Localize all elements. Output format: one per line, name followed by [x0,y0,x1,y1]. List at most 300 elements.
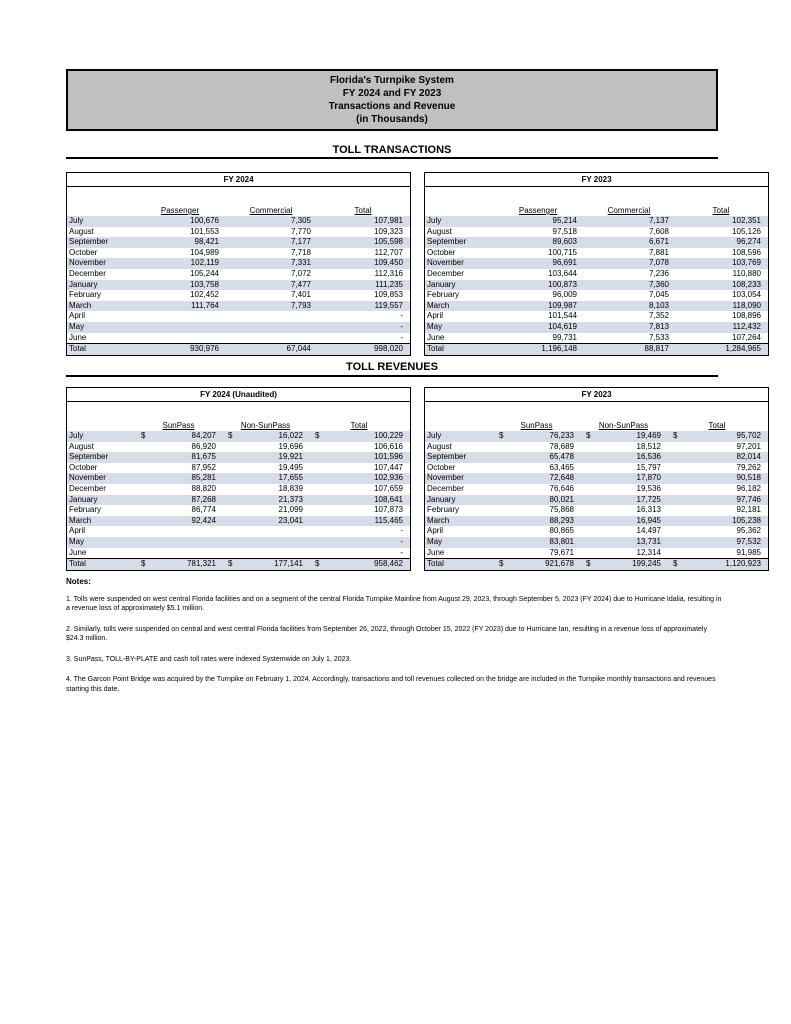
table-title: FY 2024 [67,173,410,187]
value-cell: 17,655 [278,473,303,483]
table-row [67,463,410,474]
value-cell: 112,316 [374,268,403,278]
value-cell: 14,497 [636,526,661,536]
value-cell: 118,090 [732,300,761,310]
month-label: February [69,505,102,515]
month-label: November [69,258,106,268]
value-cell: 7,770 [290,226,311,236]
month-label: November [427,473,464,483]
value-cell: 108,596 [732,247,761,257]
value-cell [135,322,225,333]
month-label: October [427,247,456,257]
value-cell: 109,323 [374,226,403,236]
value-cell: 23,041 [278,515,303,525]
month-label: August [427,441,452,451]
value-cell [222,431,309,442]
value-cell: 107,447 [374,462,403,472]
total-label: Total [427,344,444,354]
column-header: Passenger [160,206,200,215]
value-cell: 7,608 [648,226,669,236]
dollar-sign: $ [586,431,591,440]
table-row [67,227,410,238]
table-title: FY 2024 (Unaudited) [67,388,410,402]
month-label: October [427,462,456,472]
month-label: May [427,321,443,331]
month-label: April [427,526,444,536]
month-label: April [427,311,444,321]
note-4: 4. The Garcon Point Bridge was acquired by the Turnpike on February 1, 2024. Accordingly, transactions and toll revenues collected on the bridge are included in the Turnpike monthly transactions and revenues starting this date. [66,676,716,693]
value-cell: 17,725 [636,494,661,504]
value-cell [222,548,309,559]
column-header: Commercial [607,206,651,215]
month-label: August [427,226,452,236]
value-cell: 7,793 [290,300,311,310]
month-label: May [427,536,443,546]
month-label: October [69,247,98,257]
value-cell: 7,477 [290,279,311,289]
value-cell: - [400,547,403,557]
value-cell [222,526,309,537]
value-cell: 75,868 [549,505,574,515]
value-cell: 7,881 [648,247,669,257]
value-cell: 7,072 [290,268,311,278]
column-header-row [425,205,768,216]
value-cell: 78,689 [549,441,574,451]
table-row [425,322,768,333]
value-cell: 82,014 [736,452,761,462]
table-row [425,333,768,344]
transactions-section-title: TOLL TRANSACTIONS [332,144,452,156]
value-cell: 72,648 [549,473,574,483]
value-cell: 96,691 [552,258,577,268]
value-cell [225,322,317,333]
month-label: September [69,237,109,247]
value-cell [135,537,222,548]
value-cell [667,431,767,442]
value-cell: 88,293 [549,515,574,525]
value-cell: 100,715 [548,247,577,257]
month-label: November [427,258,464,268]
total-row [425,343,768,355]
table-row [425,495,768,506]
value-cell: 107,264 [732,332,761,342]
column-header: Total [712,206,730,215]
table-row [425,290,768,301]
value-cell: 16,536 [636,452,661,462]
table-row [67,269,410,280]
value-cell: 90,518 [736,473,761,483]
value-cell: - [400,321,403,331]
value-cell: 103,758 [190,279,219,289]
value-cell: 103,769 [732,258,761,268]
section-divider [66,157,718,159]
value-text: 781,321 [187,559,216,569]
month-label: June [427,547,445,557]
header-line-4: (in Thousands) [356,114,428,125]
value-text: 1,120,923 [725,559,761,569]
value-cell: 7,236 [648,268,669,278]
month-label: April [69,311,86,321]
value-cell: 65,478 [549,452,574,462]
table-row [425,537,768,548]
value-cell: 16,945 [636,515,661,525]
report-header [66,69,718,131]
value-cell: 100,676 [190,216,219,225]
dollar-sign: $ [586,559,591,569]
table-row [67,301,410,312]
value-cell: 7,305 [290,216,311,225]
value-cell [309,559,409,570]
dollar-sign: $ [499,431,504,440]
total-row [425,558,768,570]
total-label: Total [427,559,444,569]
revenues-fy2024-table [66,387,411,571]
total-label: Total [69,344,86,354]
month-label: January [69,494,98,504]
table-title: FY 2023 [425,388,768,402]
month-label: December [427,483,464,493]
value-cell: 102,936 [374,473,403,483]
value-cell: 107,659 [374,483,403,493]
month-label: March [69,300,92,310]
revenues-section-title: TOLL REVENUES [346,361,438,373]
column-header: Passenger [518,206,558,215]
dollar-sign: $ [673,559,678,569]
value-cell: 8,103 [648,300,669,310]
month-label: July [69,216,84,225]
value-cell [135,526,222,537]
value-cell: 16,313 [636,505,661,515]
table-row [425,463,768,474]
table-row [67,516,410,527]
value-cell [580,431,667,442]
month-label: September [427,452,467,462]
value-cell: 19,495 [278,462,303,472]
value-cell: 7,533 [648,332,669,342]
value-cell: 76,646 [549,483,574,493]
column-header: Total [350,421,368,430]
table-row [67,248,410,259]
value-cell [222,537,309,548]
value-cell [225,311,317,322]
month-label: November [69,473,106,483]
value-cell: 92,181 [736,505,761,515]
value-cell: 19,536 [636,483,661,493]
value-cell: 105,126 [732,226,761,236]
table-row [67,280,410,291]
value-cell: 88,817 [644,344,669,354]
value-cell [493,559,580,570]
column-header: SunPass [520,421,553,430]
month-label: April [69,526,86,536]
value-cell: 107,981 [374,216,403,225]
value-cell: 86,920 [191,441,216,451]
header-line-1: Florida's Turnpike System [330,75,454,86]
month-label: June [69,547,87,557]
value-cell: 17,870 [636,473,661,483]
value-cell: - [400,332,403,342]
table-row [67,548,410,559]
total-row [67,343,410,355]
value-cell: 102,452 [190,290,219,300]
value-cell: 7,813 [648,321,669,331]
value-text: 76,233 [549,431,574,440]
table-row [67,431,410,442]
value-cell: 6,671 [648,237,669,247]
value-cell: 104,619 [548,321,577,331]
value-cell: - [400,536,403,546]
value-cell: 21,373 [278,494,303,504]
month-label: June [69,332,87,342]
value-cell: 81,675 [191,452,216,462]
value-cell: 102,119 [190,258,219,268]
value-cell: 7,360 [648,279,669,289]
value-cell: 87,268 [191,494,216,504]
note-1: 1. Tolls were suspended on west central Florida facilities and on a segment of the central Florida Turnpike Mainline from August 29, 2023, through September 5, 2023 (FY 2024) due to Hurricane Idalia, resulting in a revenue loss of approximately $5.1 million. [66,595,722,612]
month-label: September [69,452,109,462]
value-cell: 108,233 [732,279,761,289]
month-label: March [427,300,450,310]
column-header: Non-SunPass [598,421,649,430]
value-cell: 105,598 [374,237,403,247]
value-text: 199,245 [632,559,661,569]
value-cell: 105,244 [190,268,219,278]
notes-heading: Notes: [66,577,91,586]
month-label: July [427,431,442,440]
header-blank [67,420,135,431]
month-label: January [69,279,98,289]
table-row [425,442,768,453]
value-cell: 108,896 [732,311,761,321]
value-text: 16,022 [278,431,303,440]
revenues-fy2023-table [424,387,769,571]
value-text: 921,678 [545,559,574,569]
column-header-row [67,205,410,216]
value-cell [135,431,222,442]
value-text: 177,141 [274,559,303,569]
header-blank [425,205,493,216]
dollar-sign: $ [315,431,320,440]
table-row [425,269,768,280]
value-cell: 95,362 [736,526,761,536]
table-row [425,505,768,516]
month-label: May [69,321,85,331]
value-cell: 109,987 [548,300,577,310]
value-cell: 98,421 [194,237,219,247]
section-divider [66,375,718,377]
value-cell: 103,644 [548,268,577,278]
value-cell: 112,707 [374,247,403,257]
value-text: 19,469 [636,431,661,440]
value-cell: 80,021 [549,494,574,504]
value-text: 84,207 [191,431,216,440]
value-cell: 930,976 [190,344,219,354]
notes [66,577,726,705]
value-text: 958,462 [374,559,403,569]
table-row [67,484,410,495]
value-cell: 96,274 [736,237,761,247]
value-cell: 7,331 [290,258,311,268]
value-cell: 79,262 [736,462,761,472]
value-cell: 998,020 [374,344,403,354]
value-cell: 18,839 [278,483,303,493]
month-label: March [69,515,92,525]
value-cell: - [400,526,403,536]
transactions-fy2023-table [424,172,769,356]
dollar-sign: $ [228,559,233,569]
value-cell: 86,774 [191,505,216,515]
table-row [425,227,768,238]
table-row [425,248,768,259]
value-cell: 19,696 [278,441,303,451]
value-text: 100,229 [374,431,403,440]
dollar-sign: $ [141,431,146,440]
month-label: December [69,268,106,278]
value-cell: 119,557 [374,300,403,310]
table-row [425,311,768,322]
column-header: Total [354,206,372,215]
value-cell: 80,865 [549,526,574,536]
value-cell: - [400,311,403,321]
value-cell: 7,045 [648,290,669,300]
transactions-fy2024-table [66,172,411,356]
column-header: Commercial [249,206,293,215]
value-cell: 1,284,965 [725,344,761,354]
value-cell: 88,820 [191,483,216,493]
value-cell: 15,797 [636,462,661,472]
table-spacer [67,187,410,205]
value-cell: 79,671 [549,547,574,557]
table-title: FY 2023 [425,173,768,187]
value-cell [667,559,767,570]
value-cell: 109,853 [374,290,403,300]
value-cell: 96,009 [552,290,577,300]
dollar-sign: $ [499,559,504,569]
value-cell: 7,078 [648,258,669,268]
value-cell: 83,801 [549,536,574,546]
table-row [425,452,768,463]
value-cell: 67,044 [286,344,311,354]
value-cell: 97,532 [736,536,761,546]
value-cell: 19,921 [278,452,303,462]
value-cell [135,333,225,344]
month-label: May [69,536,85,546]
total-label: Total [69,559,86,569]
table-row [67,452,410,463]
table-row [425,526,768,537]
value-cell: 105,238 [732,515,761,525]
value-cell: 112,432 [732,321,761,331]
table-row [425,473,768,484]
column-header: SunPass [162,421,195,430]
dollar-sign: $ [228,431,233,440]
month-label: August [69,441,94,451]
value-cell [222,559,309,570]
value-cell: 96,182 [736,483,761,493]
month-label: February [427,290,460,300]
value-cell: 97,201 [736,441,761,451]
dollar-sign: $ [673,431,678,440]
value-cell: 63,465 [549,462,574,472]
value-cell: 21,099 [278,505,303,515]
value-cell: 101,596 [374,452,403,462]
month-label: March [427,515,450,525]
table-row [67,505,410,516]
value-cell: 91,985 [736,547,761,557]
value-cell [580,559,667,570]
table-row [425,216,768,227]
month-label: January [427,494,456,504]
month-label: February [427,505,460,515]
header-blank [425,420,493,431]
value-cell [493,431,580,442]
value-cell: 103,054 [732,290,761,300]
table-row [67,473,410,484]
table-row [67,333,410,344]
value-cell: 87,952 [191,462,216,472]
table-row [67,526,410,537]
value-cell: 1,196,148 [541,344,577,354]
value-cell [309,431,409,442]
header-line-2: FY 2024 and FY 2023 [342,88,442,99]
table-row [67,237,410,248]
column-header-row [425,420,768,431]
value-cell: 7,352 [648,311,669,321]
column-header: Total [708,421,726,430]
value-cell: 106,616 [374,441,403,451]
table-row [425,280,768,291]
value-cell [135,548,222,559]
value-cell: 95,214 [552,216,577,225]
table-row [425,301,768,312]
value-cell: 108,641 [374,494,403,504]
table-row [67,311,410,322]
table-row [67,495,410,506]
table-row [425,484,768,495]
table-row [425,431,768,442]
value-cell: 92,424 [191,515,216,525]
value-cell: 107,873 [374,505,403,515]
value-cell: 89,603 [552,237,577,247]
month-label: June [427,332,445,342]
dollar-sign: $ [315,559,320,569]
value-cell: 97,746 [736,494,761,504]
value-text: 95,702 [736,431,761,440]
value-cell: 101,553 [190,226,219,236]
table-spacer [425,187,768,205]
table-row [67,442,410,453]
month-label: January [427,279,456,289]
table-row [425,258,768,269]
table-row [67,290,410,301]
note-3: 3. SunPass, TOLL-BY-PLATE and cash toll rates were indexed Systemwide on July 1, 2023. [66,655,352,663]
value-cell [225,333,317,344]
value-cell: 101,544 [548,311,577,321]
month-label: December [427,268,464,278]
value-cell: 110,880 [732,268,761,278]
month-label: July [69,431,84,440]
value-cell: 18,512 [636,441,661,451]
table-row [425,516,768,527]
value-cell: 109,450 [374,258,403,268]
value-cell: 100,873 [548,279,577,289]
column-header: Non-SunPass [240,421,291,430]
table-spacer [425,402,768,420]
table-row [425,548,768,559]
total-row [67,558,410,570]
month-label: February [69,290,102,300]
month-label: July [427,216,442,225]
